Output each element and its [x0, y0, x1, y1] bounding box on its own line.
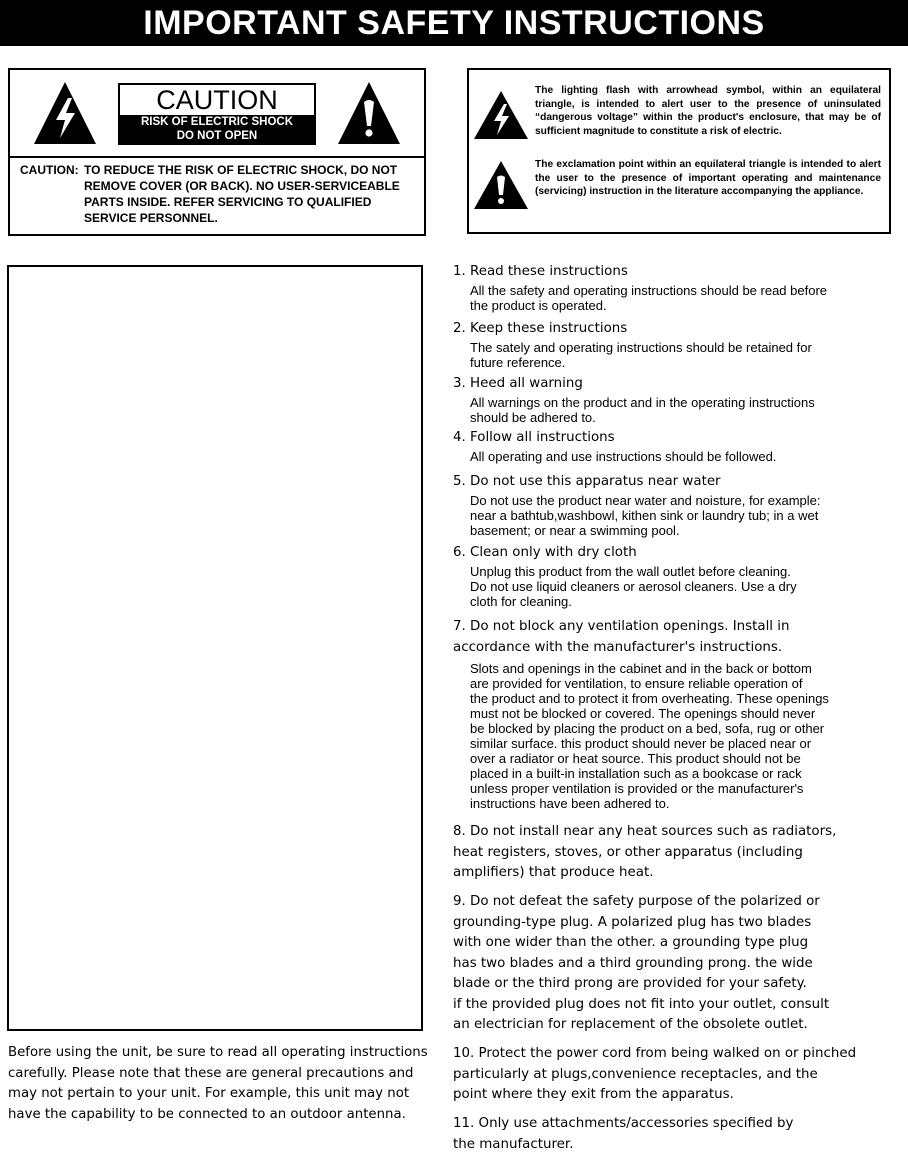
caution-band-line1: RISK OF ELECTRIC SHOCK	[140, 116, 294, 128]
instruction-item	[453, 617, 901, 811]
instruction-body: All warnings on the product and in the operating instructions should be adhered to.	[470, 394, 815, 425]
instruction-item	[453, 472, 901, 538]
instruction-heading: 11. Only use attachments/accessories specified by the manufacturer.	[453, 1116, 794, 1152]
exclamation-triangle-icon	[473, 160, 529, 210]
instruction-item	[453, 822, 901, 884]
instruction-item	[453, 262, 901, 313]
instruction-heading: 1. Read these instructions	[453, 264, 628, 279]
instruction-body: All operating and use instructions should be followed.	[470, 448, 777, 464]
instruction-heading: 10. Protect the power cord from being walked on or pinched particularly at plugs,convenience receptacles, and the point where they exit from the apparatus.	[453, 1046, 857, 1102]
instruction-heading: 6. Clean only with dry cloth	[453, 545, 637, 560]
instruction-item	[453, 319, 901, 370]
caution-band	[120, 115, 314, 143]
instruction-item	[453, 1114, 901, 1155]
instruction-heading: 8. Do not install near any heat sources such as radiators, heat registers, stoves, or other apparatus (including amplifiers) that produce heat.	[453, 824, 837, 880]
exclamation-triangle-icon	[336, 80, 402, 146]
caution-box	[8, 68, 426, 236]
instruction-heading: 5. Do not use this apparatus near water	[453, 474, 721, 489]
instruction-heading: 2. Keep these instructions	[453, 321, 628, 336]
caution-body: TO REDUCE THE RISK OF ELECTRIC SHOCK, DO NOT REMOVE COVER (OR BACK). NO USER-SERVICEABLE PARTS INSIDE. REFER SERVICING TO QUALIFIED SERVICE PERSONNEL.	[84, 163, 400, 225]
instruction-body: Do not use the product near water and noisture, for example: near a bathtub,washbowl, kithen sink or laundry tub; in a wet basement; or near a swimming pool.	[470, 492, 821, 538]
caution-label-area	[10, 70, 424, 156]
instruction-item	[453, 374, 901, 425]
instruction-body: The sately and operating instructions should be retained for future reference.	[470, 339, 812, 370]
instruction-heading: 9. Do not defeat the safety purpose of the polarized or grounding-type plug. A polarized plug has two blades with one wider than the other. a grounding type plug has two blades and a third grounding prong. the wide blade or the third prong are provided for your safety. if the provided plug does not fit into your outlet, consult an electrician for replacement of the obsolete outlet.	[453, 894, 830, 1032]
instruction-body: Slots and openings in the cabinet and in the back or bottom are provided for ventilation, to ensure reliable operation of the product and to protect it from overheating. These openings must not be blocked or covered. The openings should never be blocked by placing the product on a bed, sofa, rug or other similar surface. this product should never be placed near or over a radiator or heat source. This product should not be placed in a built-in installation such as a bookcase or rack unless proper ventilation is provided or the manufacturer's instructions have been adhered to.	[470, 661, 829, 811]
general-precaution-note: Before using the unit, be sure to read all operating instructions carefully. Please note that these are general precautions and may not pertain to your unit. For example, this unit may not have the capability to be connected to an outdoor antenna.	[8, 1045, 428, 1122]
instruction-item	[453, 543, 901, 609]
instruction-item	[453, 1044, 901, 1106]
instruction-body: Unplug this product from the wall outlet before cleaning. Do not use liquid cleaners or aerosol cleaners. Use a dry cloth for cleaning.	[470, 563, 797, 609]
instruction-item	[453, 892, 901, 1036]
instruction-item	[453, 428, 901, 464]
blank-illustration-box	[7, 265, 423, 1031]
instruction-heading: 7. Do not block any ventilation openings. Install in accordance with the manufacturer's instructions.	[453, 619, 790, 655]
caution-band-line2: DO NOT OPEN	[176, 130, 258, 142]
caution-label	[118, 83, 316, 145]
lightning-triangle-icon	[473, 90, 529, 140]
lightning-explanation-text: The lighting flash with arrowhead symbol, within an equilateral triangle, is intended to alert user to the presence of uninsulated “dangerous voltage” within the product's enclosure, that may be of sufficient magnitude to constitute a risk of electric.	[535, 85, 881, 137]
page-title: IMPORTANT SAFETY INSTRUCTIONS	[0, 0, 908, 46]
instruction-heading: 4. Follow all instructions	[453, 430, 615, 445]
symbols-box	[467, 68, 891, 234]
lightning-triangle-icon	[32, 80, 98, 146]
caution-title: CAUTION	[156, 85, 278, 115]
instruction-body: All the safety and operating instructions should be read before the product is operated.	[470, 282, 828, 313]
exclamation-explanation-text: The exclamation point within an equilateral triangle is intended to alert the user to the presence of important operating and maintenance (servicing) instruction in the literature accompanying the appliance.	[535, 159, 881, 197]
caution-divider	[10, 156, 424, 158]
caution-lead: CAUTION:	[20, 163, 79, 177]
instruction-heading: 3. Heed all warning	[453, 376, 583, 391]
